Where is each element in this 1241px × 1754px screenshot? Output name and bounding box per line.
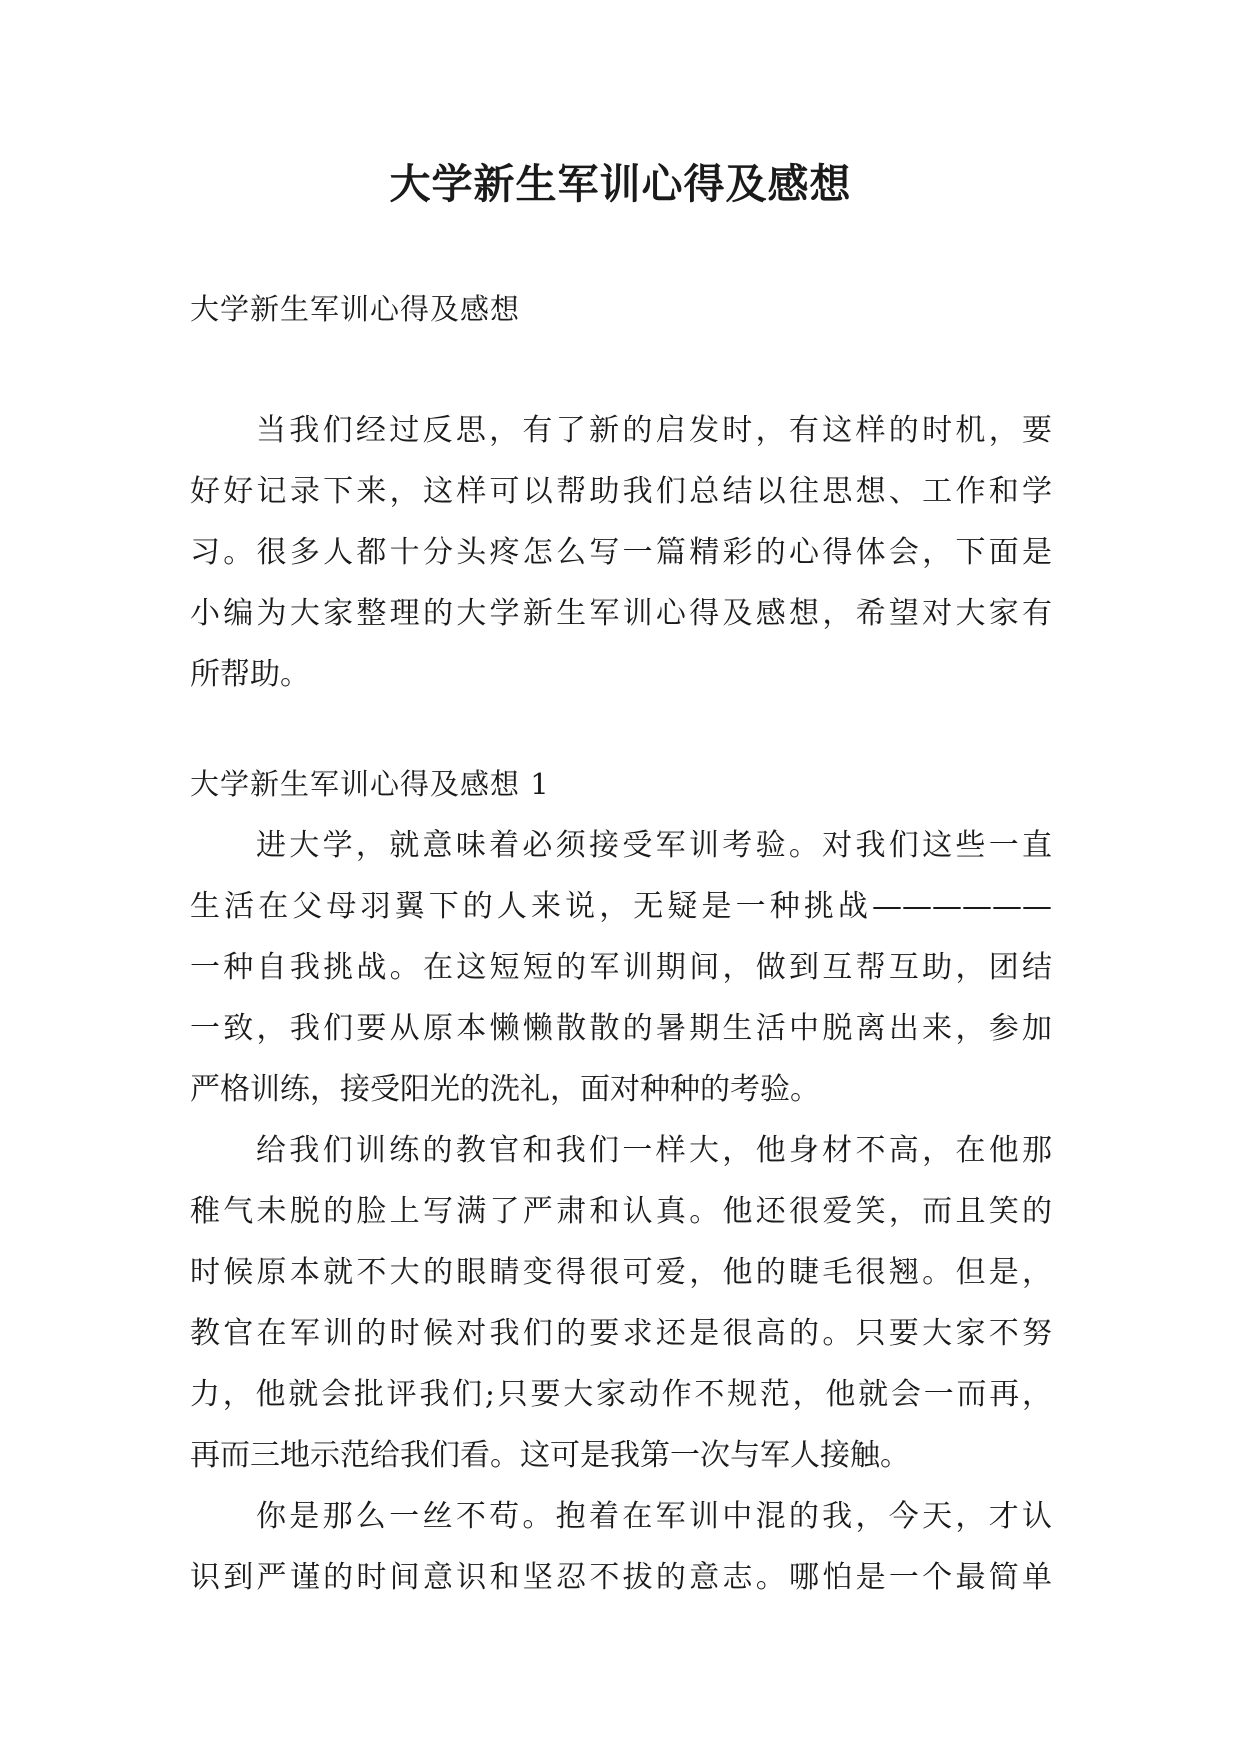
intro-paragraph [190, 400, 1052, 705]
document-title: 大学新生军训心得及感想 [389, 160, 852, 208]
paragraph-line: 再而三地示范给我们看。这可是我第一次与军人接触。 [190, 1438, 910, 1473]
paragraph-line: 力，他就会批评我们;只要大家动作不规范，他就会一而再， [190, 1377, 1052, 1412]
paragraph-line: 严格训练，接受阳光的洗礼，面对种种的考验。 [190, 1072, 820, 1107]
paragraph-line: 一种自我挑战。在这短短的军训期间，做到互帮互助，团结 [190, 950, 1052, 985]
section-paragraph-3 [190, 1486, 1052, 1608]
document-subtitle: 大学新生军训心得及感想 [190, 292, 521, 326]
intro-line: 小编为大家整理的大学新生军训心得及感想，希望对大家有 [190, 596, 1052, 631]
paragraph-line: 教官在军训的时候对我们的要求还是很高的。只要大家不努 [190, 1316, 1052, 1351]
paragraph-line: 一致，我们要从原本懒懒散散的暑期生活中脱离出来，参加 [190, 1011, 1052, 1046]
paragraph-line: 稚气未脱的脸上写满了严肃和认真。他还很爱笑，而且笑的 [190, 1194, 1052, 1229]
section-paragraph-2 [190, 1120, 1052, 1486]
paragraph-line: 你是那么一丝不苟。抱着在军训中混的我，今天，才认 [256, 1499, 1052, 1534]
paragraph-line: 识到严谨的时间意识和坚忍不拔的意志。哪怕是一个最简单 [190, 1560, 1052, 1595]
intro-line: 好好记录下来，这样可以帮助我们总结以往思想、工作和学 [190, 474, 1052, 509]
section-paragraph-1 [190, 815, 1052, 1120]
paragraph-line: 时候原本就不大的眼睛变得很可爱，他的睫毛很翘。但是， [190, 1255, 1052, 1290]
intro-line: 所帮助。 [190, 657, 310, 692]
intro-line: 习。很多人都十分头疼怎么写一篇精彩的心得体会，下面是 [190, 535, 1052, 570]
intro-line: 当我们经过反思，有了新的启发时，有这样的时机，要 [256, 413, 1052, 448]
paragraph-line: 生活在父母羽翼下的人来说，无疑是一种挑战—————— [190, 889, 1052, 924]
section-heading: 大学新生军训心得及感想 1 [190, 767, 550, 801]
paragraph-line: 给我们训练的教官和我们一样大，他身材不高，在他那 [256, 1133, 1052, 1168]
paragraph-line: 进大学，就意味着必须接受军训考验。对我们这些一直 [256, 828, 1052, 863]
